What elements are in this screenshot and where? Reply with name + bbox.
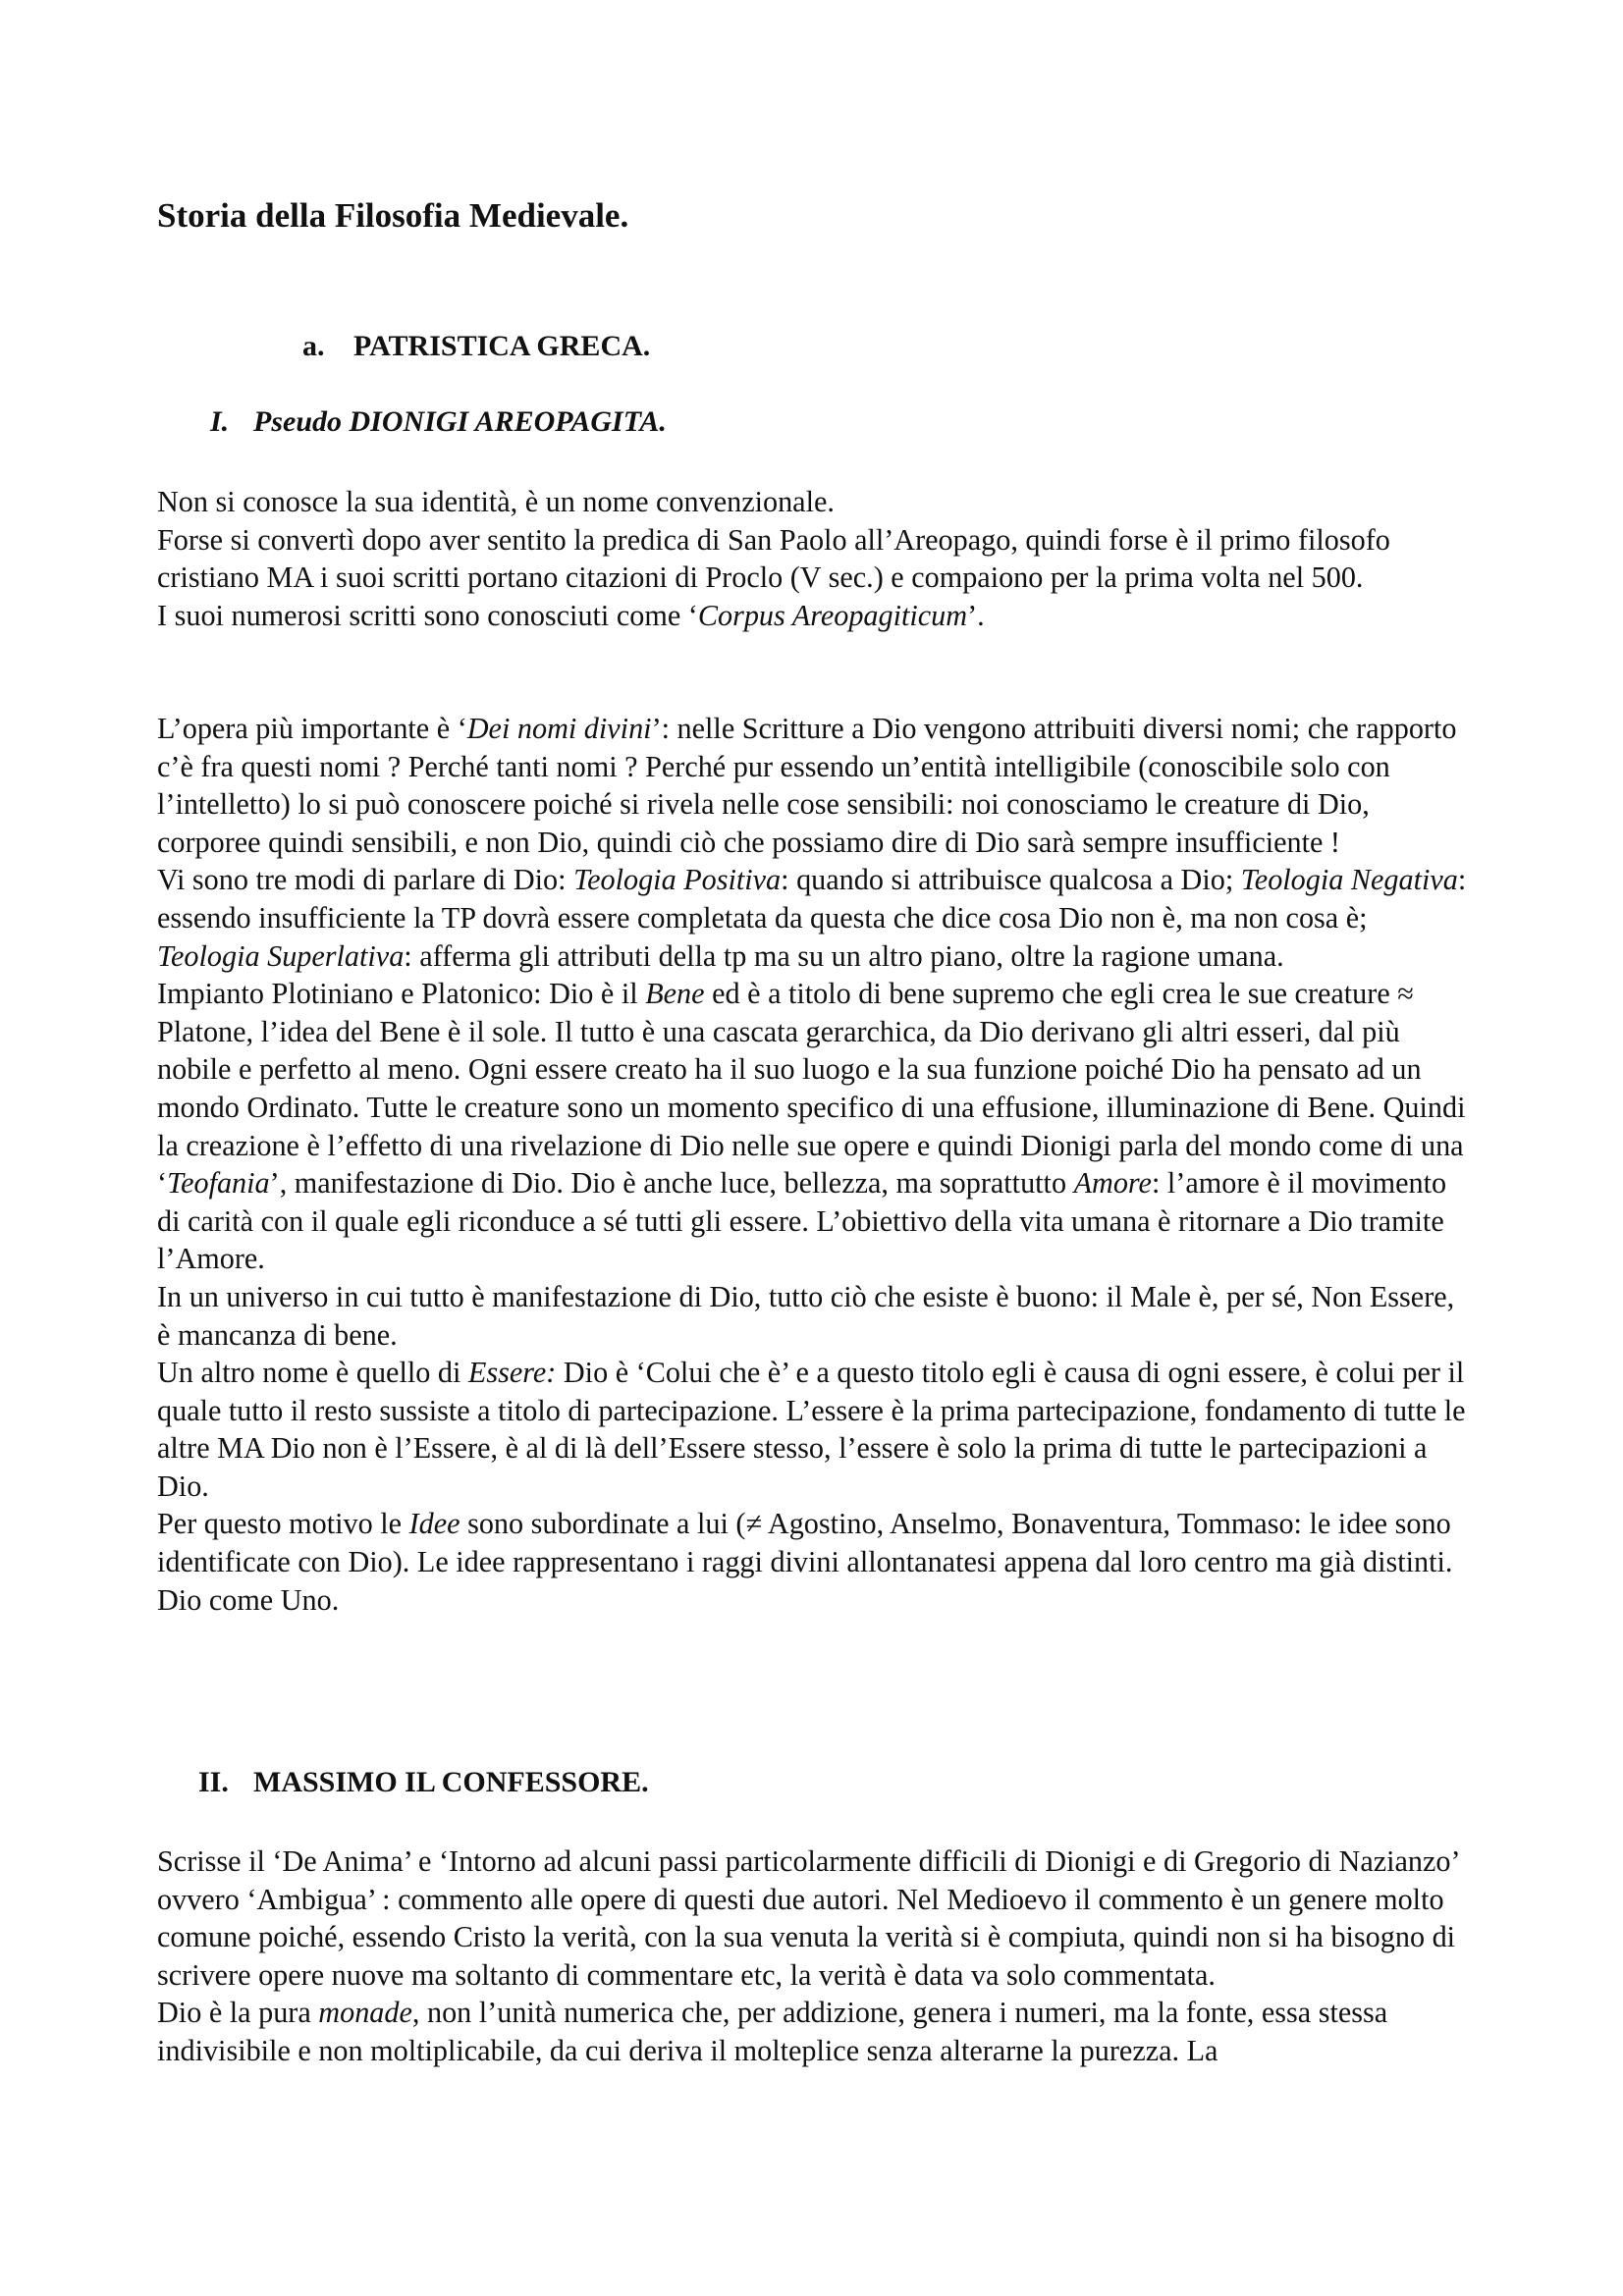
paragraph: Vi sono tre modi di parlare di Dio: Teologia Positiva: quando si attribuisce qualcosa a Dio; Teologia Negativa: essendo insufficiente la TP dovrà essere completata da questa che dice cosa Dio non è, ma non cosa è; Teologia Superlativa: afferma gli attributi della tp ma su un altro piano, oltre la ragione umana. (157, 863, 1467, 973)
section-heading-a (302, 330, 650, 363)
section-label: a. (302, 330, 325, 362)
paragraph: I suoi numerosi scritti sono conosciuti come ‘Corpus Areopagiticum’. (157, 598, 985, 632)
subsection-number: II. (198, 1766, 229, 1798)
subsection-number: I. (210, 405, 230, 438)
paragraph: Un altro nome è quello di Essere: Dio è ‘Colui che è’ e a questo titolo egli è causa di ogni essere, è colui per il quale tutto il resto sussiste a titolo di partecipazione. L’essere è la prima partecipazione, fondamento di tutte le altre MA Dio non è l’Essere, è al di là dell’Essere stesso, l’essere è solo la prima di tutte le partecipazioni a Dio. (157, 1356, 1466, 1503)
paragraph: Scrisse il ‘De Anima’ e ‘Intorno ad alcuni passi particolarmente difficili di Dionigi e di Gregorio di Nazianzo’ ovvero ‘Ambigua’ : commento alle opere di questi due autori. Nel Medioevo il commento è un genere molto comune poiché, essendo Cristo la verità, con la sua venuta la verità si è compiuta, quindi non si ha bisogno di scrivere opere nuove ma soltanto di commentare etc, la verità è data va solo commentata. (157, 1844, 1459, 1992)
subsection-heading-1 (210, 405, 667, 439)
text-block-3 (157, 1842, 1473, 2070)
paragraph: Forse si convertì dopo aver sentito la predica di San Paolo all’Areopago, quindi forse è il primo filosofo cristiano MA i suoi scritti portano citazioni di Proclo (V sec.) e compaiono per la prima volta nel 500. (157, 522, 1390, 595)
paragraph: Dio è la pura monade, non l’unità numerica che, per addizione, genera i numeri, ma la fonte, essa stessa indivisibile e non moltiplicabile, da cui deriva il molteplice senza alterarne la purezza. La (157, 1996, 1388, 2067)
subsection-text: MASSIMO IL CONFESSORE. (253, 1766, 649, 1798)
paragraph: L’opera più importante è ‘Dei nomi divini’: nelle Scritture a Dio vengono attribuiti diversi nomi; che rapporto c’è fra questi nomi ? Perché tanti nomi ? Perché pur essendo un’entità intelligibile (conoscibile solo con l’intelletto) lo si può conoscere poiché si rivela nelle cose sensibili: noi conosciamo le creature di Dio, corporee quindi sensibili, e non Dio, quindi ciò che possiamo dire di Dio sarà sempre insufficiente ! (157, 712, 1457, 859)
paragraph: Dio come Uno. (157, 1582, 340, 1617)
text-block-1 (157, 483, 1473, 634)
section-text: PATRISTICA GRECA. (353, 330, 651, 362)
paragraph: Impianto Plotiniano e Platonico: Dio è il Bene ed è a titolo di bene supremo che egli crea le sue creature ≈ Platone, l’idea del Bene è il sole. Il tutto è una cascata gerarchica, da Dio derivano gli altri esseri, dal più nobile e perfetto al meno. Ogni essere creato ha il suo luogo e la sua funzione poiché Dio ha pensato ad un mondo Ordinato. Tutte le creature sono un momento specifico di una effusione, illuminazione di Bene. Quindi la creazione è l’effetto di una rivelazione di Dio nelle sue opere e quindi Dionigi parla del mondo come di una ‘Teofania’, manifestazione di Dio. Dio è anche luce, bellezza, ma soprattutto Amore: l’amore è il movimento di carità con il quale egli riconduce a sé tutti gli essere. L’obiettivo della vita umana è ritornare a Dio tramite l’Amore. (157, 977, 1466, 1276)
subsection-text: Pseudo DIONIGI AREOPAGITA. (253, 405, 667, 438)
paragraph: Per questo motivo le Idee sono subordinate a lui (≠ Agostino, Anselmo, Bonaventura, Tommaso: le idee sono identificate con Dio). Le idee rappresentano i raggi divini allontanatesi appena dal loro centro ma già distinti. (157, 1507, 1453, 1579)
subsection-heading-2 (198, 1766, 649, 1799)
document-title: Storia della Filosofia Medievale. (157, 196, 629, 235)
paragraph: In un universo in cui tutto è manifestazione di Dio, tutto ciò che esiste è buono: il Male è, per sé, Non Essere, è mancanza di bene. (157, 1279, 1455, 1352)
paragraph: Non si conosce la sua identità, è un nome convenzionale. (157, 485, 835, 518)
text-block-2 (157, 710, 1473, 1619)
